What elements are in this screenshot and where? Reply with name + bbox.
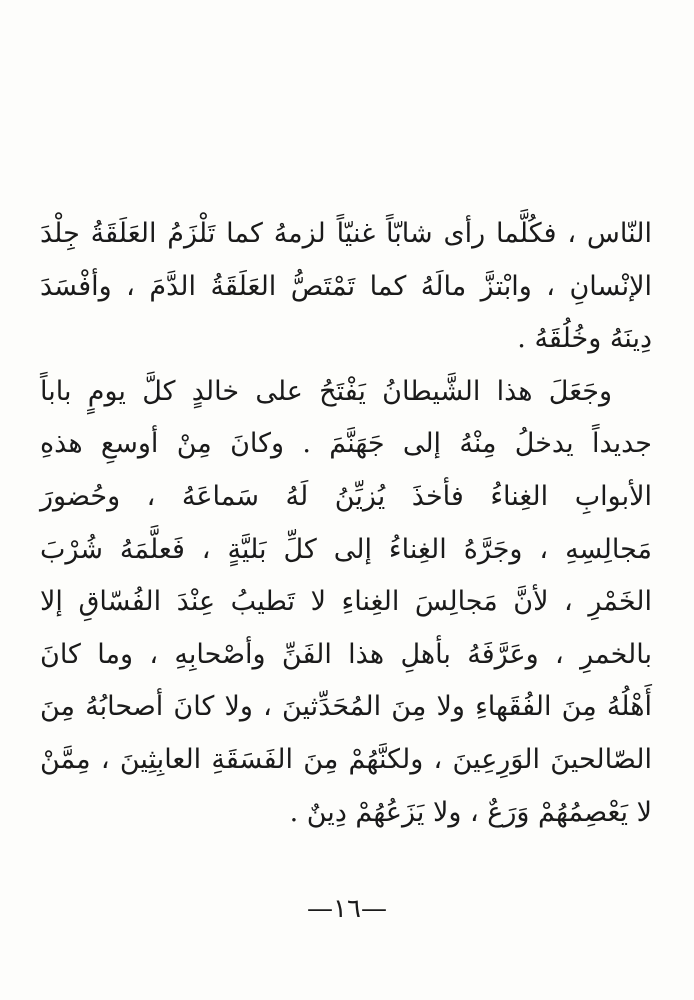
paragraph-first-line: وجَعَلَ هذا الشَّيطانُ يَفْتَحُ على خالدٍ كلَّ يومٍ باباً — [40, 375, 612, 407]
text-line: الصّالحينَ الوَرِعِينَ ، ولكنَّهُمْ مِنَ الفَسَقَةِ العابِثِينَ ، مِمَّنْ — [40, 743, 652, 775]
text-line: الإنْسانِ ، وابْتزَّ مالَهُ كما تَمْتَصُّ العَلَقَةُ الدَّمَ ، وأفْسَدَ — [40, 270, 652, 302]
text-line: لا يَعْصِمُهُمْ وَرَعٌ ، ولا يَزَعُهُمْ دِينٌ . — [289, 796, 652, 828]
text-line: دِينَهُ وخُلُقَهُ . — [517, 323, 652, 355]
text-line: بالخمرِ ، وعَرَّفَهُ بأهلِ هذا الفَنِّ وأصْحابِهِ ، وما كانَ — [40, 638, 652, 670]
text-line: مَجالِسِهِ ، وجَرَّهُ الغِناءُ إلى كلِّ بَليَّةٍ ، فَعلَّمَهُ شُرْبَ — [40, 533, 652, 565]
text-line: جديداً يدخلُ مِنْهُ إلى جَهَنَّمَ . وكانَ مِنْ أوسعِ هذهِ — [40, 428, 652, 460]
page-number: —١٦— — [307, 894, 387, 924]
text-line: الخَمْرِ ، لأنَّ مَجالِسَ الغِناءِ لا تَطيبُ عِنْدَ الفُسّاقِ إلا — [40, 586, 652, 618]
text-line: النّاس ، فكُلَّما رأى شابّاً غنيّاً لزمهُ كما تَلْزَمُ العَلَقَةُ جِلْدَ — [40, 218, 652, 249]
body-text — [40, 208, 652, 839]
text-line: أَهْلُهُ مِنَ الفُقَهاءِ ولا مِنَ المُحَدِّثينَ ، ولا كانَ أصحابُهُ مِنَ — [40, 691, 652, 723]
text-line: الأبوابِ الغِناءُ فأخذَ يُزيِّنُ لَهُ سَماعَهُ ، وحُضورَ — [40, 480, 652, 512]
